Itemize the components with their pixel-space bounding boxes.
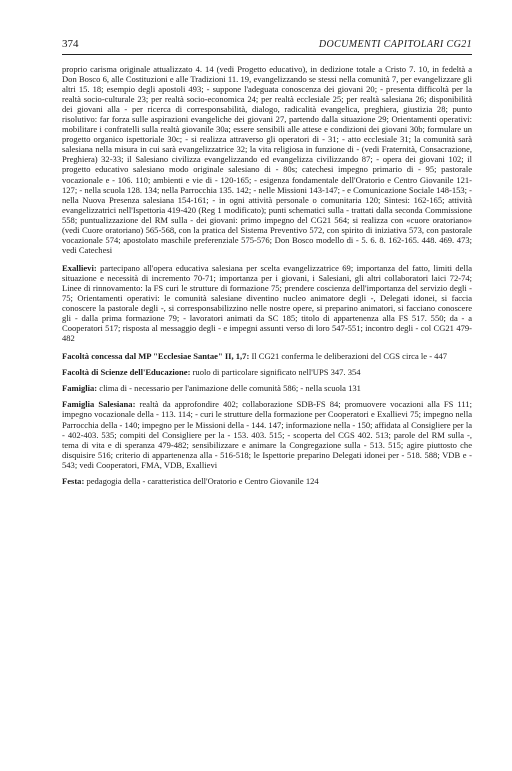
entry-headword: Festa:: [62, 475, 85, 486]
index-entry-facolta-concessa: [62, 351, 472, 361]
entry-text: Il CG21 conferma le deliberazioni del CGS circa le - 447: [251, 351, 447, 362]
index-entry-festa: [62, 476, 472, 486]
entry-text: realtà da approfondire 402; collaborazione SDB-FS 84; promuovere vocazioni alla FS 111; impegno vocazionale della - 113. 114; - curi le strutture della formazione per Cooperatori e Exallievi 75; impegno nella Parrocchia della - 140; impegno per le Missioni della - 144. 147; informazione nella - 150; affidata al Consigliere per la - 402-403. 535; compiti del Consigliere per la - 153. 403. 515; - scoperta del CGS 402. 513; parole del RM sulla -, tema di vita e di speranza 479-482; sensibilizzare e animare la Congregazione sulla - 513. 515; agire piuttosto che disquisire 516; criterio di appartenenza alla - 516-518; le Ispettorie preparino Delegati idonei per - 518. 588; VDB e - 543; vedi Cooperatori, FMA, VDB, Exallievi: [62, 399, 472, 470]
index-entry-facolta-scienze: [62, 367, 472, 377]
entry-text: ruolo di particolare significato nell'UPS 347. 354: [192, 367, 361, 378]
index-entry-continuation: [62, 64, 472, 255]
entry-headword: Facoltà concessa dal MP "Ecclesiae Santae" II, 1,7:: [62, 351, 250, 362]
index-entry-exallievi: [62, 263, 472, 343]
entry-headword: Facoltà di Scienze dell'Educazione:: [62, 367, 191, 378]
index-entry-famiglia: [62, 383, 472, 393]
index-body: [62, 64, 472, 486]
entry-text: proprio carisma originale attualizzato 4. 14 (vedi Progetto educativo), in dedizione totale a Cristo 7. 10, in fedeltà a Don Bosco 6, alle Costituzioni e alle Tradizioni 11. 19, evangelizzando se stessi nella comunità 7, per evangelizzare gli altri 15. 18; esempio degli apostoli 493; - suppone l'adeguata conoscenza dei giovani 20; - presenta difficoltà per la realtà socio-culturale 23; per realtà socio-economica 24; per realtà ecclesiale 25; per realtà salesiana 26; disponibilità dei giovani alla - per ricerca di corresponsabilità, dialogo, radicalità evangelica, preghiera, giustizia 28; punto risolutivo: far forza sulle aspirazioni evangeliche dei giovani 27, partendo dalla situazione 29; Orientamenti operativi: mobilitare i confratelli sulla realtà giovanile 30a; essere sensibili alle attese e condizioni dei giovani 30b; formulare un progetto organico ispettoriale 30c; - si realizza attraverso gli operatori di - 31; - atto ecclesiale 31; la comunità sarà salesiana nella misura in cui sarà evangelizzatrice 32; la vita religiosa in funzione di - (vedi Fraternità, Consacrazione, Preghiera) 32-33; il Salesiano civilizza evangelizzando ed evangelizza civilizzando 87; - opera dei giovani 102; il progetto educativo salesiano modo originale salesiano di - 80s; catechesi impegno primario di - 95; pastorale vocazionale e - 106. 110; ambienti e vie di - 120-165; - esigenza fondamentale dell'Oratorio e Centro Giovanile 121-127; - nella scuola 128. 134; nella Parrocchia 135. 142; - nelle Missioni 143-147; - e Comunicazione Sociale 148-153; - nella Nuova Presenza salesiana 154-161; - in ogni attività personale o comunitaria 120; Sintesi: 162-165; attività evangelizzatrici nell'Ispettoria 419-420 (Reg 1 modificato); punti schematici sulla - trattati dalla seconda Commissione 558; puntualizzazione del RM sulla - dei giovani: primo impegno del CG21 564; si realizza con «cuore oratoriano» (vedi Cuore oratoriano) 565-568, con la pratica del Sistema Preventivo 572, con spirito di iniziativa 573, con pastorale vocazionale 574; apostolato maschile preferenziale 575-576; Don Bosco modello di - 5. 6. 8. 162-165. 448. 469. 473; vedi Catechesi: [62, 64, 472, 255]
index-entry-famiglia-salesiana: [62, 399, 472, 469]
page-header: [62, 38, 472, 55]
page-number: 374: [62, 38, 79, 50]
entry-text: pedagogia della - caratteristica dell'Oratorio e Centro Giovanile 124: [86, 475, 319, 486]
entry-headword: Famiglia:: [62, 383, 98, 394]
entry-headword: Famiglia Salesiana:: [62, 399, 136, 410]
running-title: DOCUMENTI CAPITOLARI CG21: [318, 39, 472, 50]
entry-headword: Exallievi:: [62, 262, 97, 273]
entry-text: clima di - necessario per l'animazione delle comunità 586; - nella scuola 131: [99, 383, 361, 394]
entry-text: partecipano all'opera educativa salesiana per scelta evangelizzatrice 69; importanza del fatto, limiti della situazione e necessità di incremento 70-71; importanza per i giovani, i Salesiani, gli altri collaboratori laici 72-74; Linee di rinnovamento: la FS curi le strutture di formazione 75; prendere coscienza dell'importanza del servizio degli - 75; Orientamenti operativi: le comunità salesiane diventino nucleo animatore degli -, Delegati idonei, si faccia conoscere la pastorale degli -, si corresponsabilizzino nelle nostre opere, si preparino animatori, si facciano conoscere gli - dalla prima formazione 79; - lavoratori animati da SC 185; titolo di appartenenza alla FS 517. 550; da - a Cooperatori 517; risposta al messaggio degli - e impegni assunti verso di loro 547-551; incontro degli - col CG21 479-482: [62, 262, 473, 344]
